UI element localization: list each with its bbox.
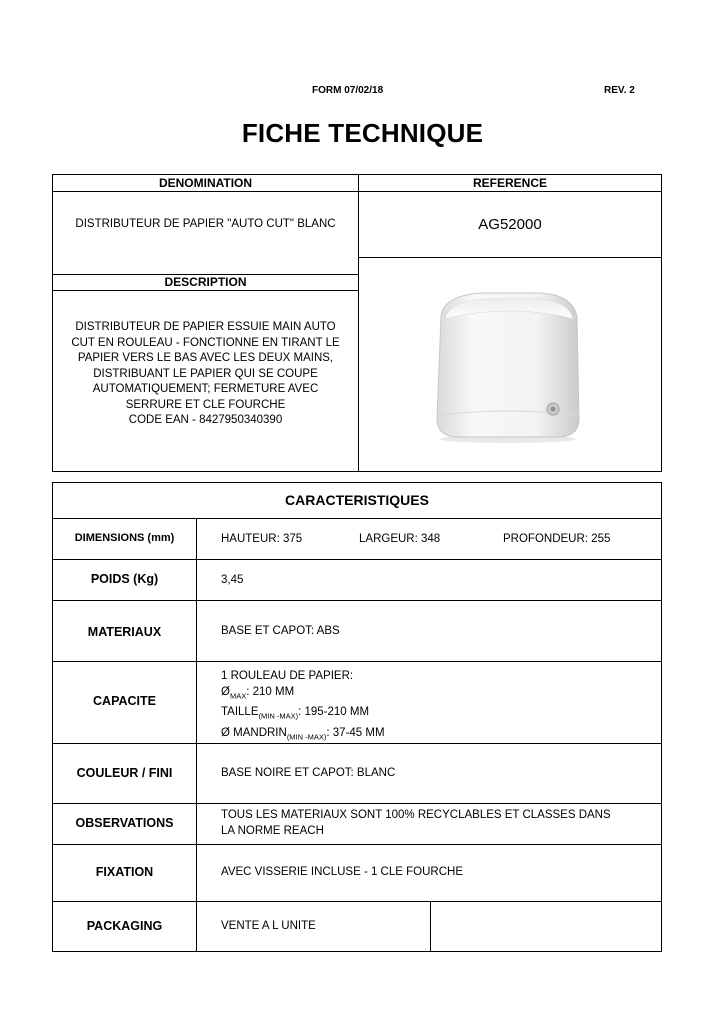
dimension-width: LARGEUR: 348 bbox=[359, 533, 441, 545]
row-divider bbox=[53, 518, 661, 519]
denomination-value: DISTRIBUTEUR DE PAPIER "AUTO CUT" BLANC bbox=[75, 218, 336, 230]
page-title: FICHE TECHNIQUE bbox=[241, 118, 484, 148]
row-divider bbox=[53, 803, 661, 804]
row-divider bbox=[53, 661, 661, 662]
row-divider bbox=[53, 844, 661, 845]
reference-value: AG52000 bbox=[478, 216, 542, 233]
revision-label: REV. 2 bbox=[604, 85, 635, 96]
fixation-label: FIXATION bbox=[95, 865, 154, 879]
description-text: DISTRIBUTEUR DE PAPIER ESSUIE MAIN AUTO CUT EN ROULEAU - FONCTIONNE EN TIRANT LE PAPIER VERS LE BAS AVEC LES DEUX MAINS, DISTRIBUANT LE PAPIER QUI SE COUPE AUTOMATIQUEMENT; FERMETURE AVEC SERRURE ET CLE FOURCHE CODE EAN - 8427950340390 bbox=[71, 321, 340, 426]
form-reference: FORM 07/02/18 bbox=[312, 85, 384, 96]
observations-label: OBSERVATIONS bbox=[75, 816, 174, 830]
row-divider bbox=[53, 559, 661, 560]
color-value: BASE NOIRE ET CAPOT: BLANC bbox=[221, 767, 396, 779]
dimension-depth: PROFONDEUR: 255 bbox=[503, 533, 611, 545]
product-identity-table bbox=[52, 174, 662, 472]
reference-header: REFERENCE bbox=[472, 176, 547, 190]
denomination-header: DENOMINATION bbox=[158, 176, 253, 190]
weight-value: 3,45 bbox=[221, 574, 244, 586]
weight-label: POIDS (Kg) bbox=[90, 572, 159, 586]
observations-value: TOUS LES MATERIAUX SONT 100% RECYCLABLES ET CLASSES DANS LA NORME REACH bbox=[221, 809, 611, 837]
capacity-label: CAPACITE bbox=[93, 694, 156, 708]
reference-bottom-line bbox=[358, 257, 661, 258]
description-header-underline bbox=[53, 290, 358, 291]
dimensions-label: DIMENSIONS (mm) bbox=[74, 532, 175, 544]
header-underline bbox=[53, 191, 661, 192]
packaging-value: VENTE A L UNITE bbox=[221, 920, 316, 932]
characteristics-table bbox=[52, 482, 662, 952]
dimension-height: HAUTEUR: 375 bbox=[221, 533, 303, 545]
materials-value: BASE ET CAPOT: ABS bbox=[221, 625, 340, 637]
fixation-value: AVEC VISSERIE INCLUSE - 1 CLE FOURCHE bbox=[221, 866, 463, 878]
characteristics-title: CARACTERISTIQUES bbox=[285, 492, 429, 508]
description-header: DESCRIPTION bbox=[164, 275, 247, 289]
capacity-value: 1 ROULEAU DE PAPIER: $Ø_{MAX}$: 210 MM $TAILLE_{(MIN -MAX)}$: 195-210 MM Ø $MANDRIN_{(MIN -MAX)}$: 37-45 MM bbox=[221, 670, 385, 741]
materials-label: MATERIAUX bbox=[87, 625, 162, 639]
color-label: COULEUR / FINI bbox=[76, 766, 173, 780]
packaging-label: PACKAGING bbox=[86, 919, 163, 933]
row-divider bbox=[53, 901, 661, 902]
row-divider bbox=[53, 600, 661, 601]
label-column-divider bbox=[196, 518, 197, 951]
packaging-extra-divider bbox=[430, 901, 431, 951]
product-image bbox=[423, 287, 593, 447]
